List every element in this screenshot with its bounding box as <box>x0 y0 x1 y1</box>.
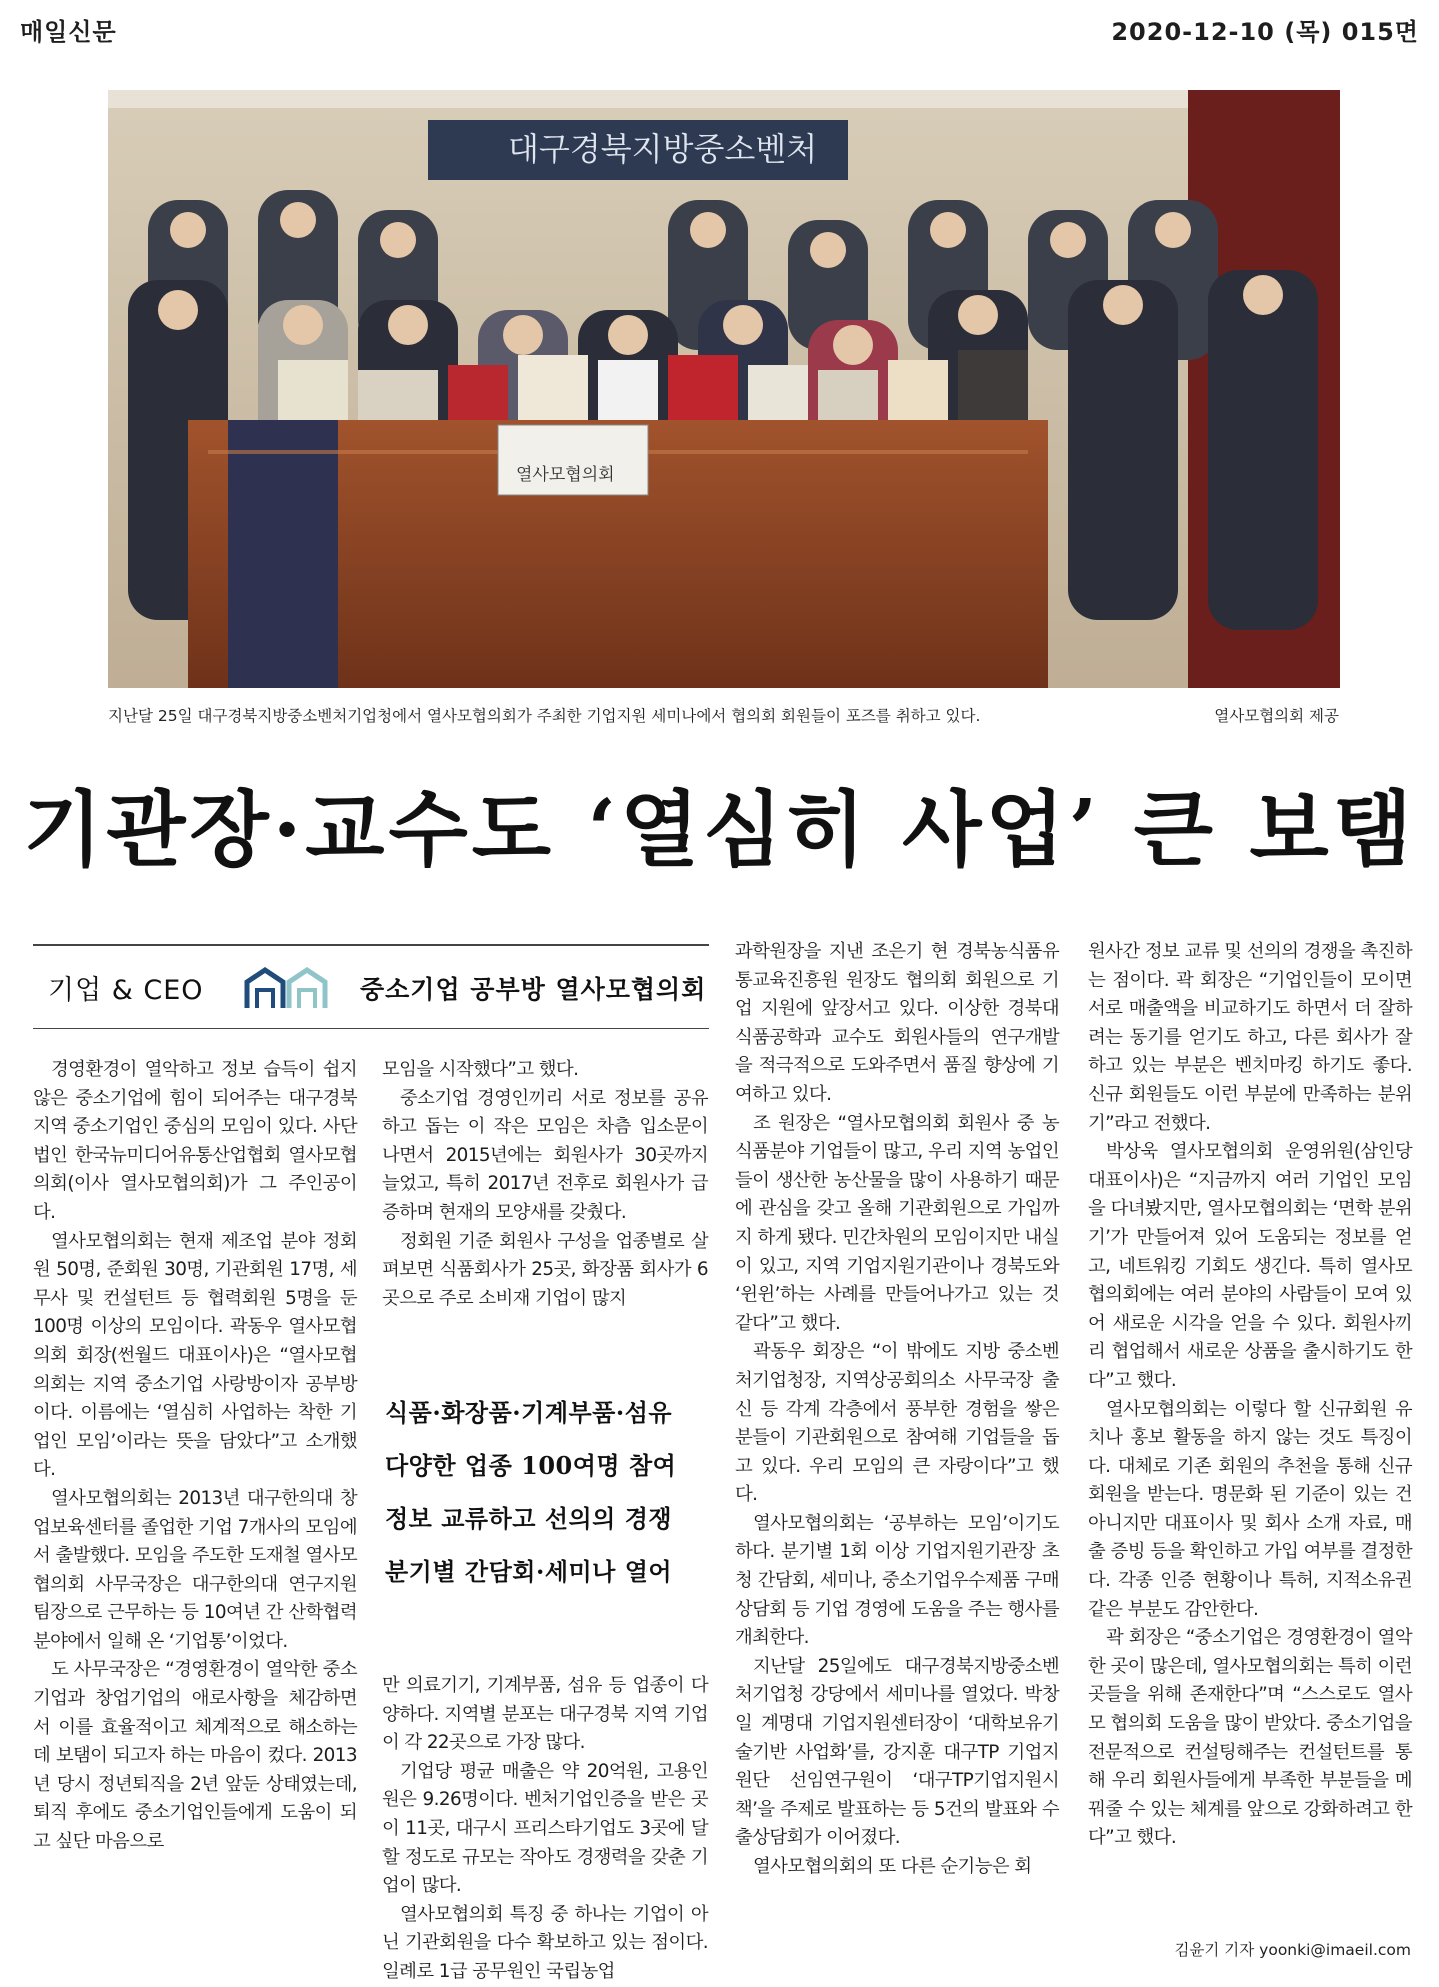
paragraph: 경영환경이 열악하고 정보 습득이 쉽지 않은 중소기업에 힘이 되어주는 대구경북지역 중소기업인 중심의 모임이 있다. 사단법인 한국뉴미디어유통산업협회 열사모협의회(이사 열사모협의회)가 그 주인공이다. <box>33 1059 357 1223</box>
paragraph: 열사모협의회는 현재 제조업 분야 정회원 50명, 준회원 30명, 기관회원 17명, 세무사 및 컨설턴트 등 협력회원 5명을 둔 100명 이상의 모임이다. 곽동우 열사모협의회 회장(썬월드 대표이사)은 “열사모협의회는 지역 중소기업 사랑방이자 공부방이다. 이름에는 ‘열심히 사업하는 착한 기업인 모임’이라는 뜻을 담았다”고 소개했다. <box>33 1230 357 1481</box>
paragraph: 열사모협의회는 ‘공부하는 모임’이기도 하다. 분기별 1회 이상 기업지원기관장 초청 간담회, 세미나, 중소기업우수제품 구매상담회 등 기업 경영에 도움을 주는 행사를 개최한다. <box>735 1512 1059 1649</box>
callout-line: 식품·화장품·기계부품·섬유 <box>385 1398 673 1427</box>
paragraph: 곽 회장은 “중소기업은 경영환경이 열악한 곳이 많은데, 열사모협의회는 특히 이런 곳들을 위해 존재한다”며 “스스로도 열사모 협의회 도움을 많이 받았다. 중소기업을 전문적으로 컨설팅해주는 컨설턴트를 통해 우리 회원사들에게 부족한 부분들을 메꿔줄 수 있는 체계를 앞으로 강화하려고 한다”고 했다. <box>1088 1627 1412 1849</box>
article-column-2-top <box>382 1056 708 1313</box>
article-column-3 <box>735 938 1059 1882</box>
paragraph: 정회원 기준 회원사 구성을 업종별로 살펴보면 식품회사가 25곳, 화장품 회사가 6곳으로 주로 소비재 기업이 많지 <box>382 1230 708 1309</box>
paragraph: 박상욱 열사모협의회 운영위원(삼인당 대표이사)은 “지금까지 여러 기업인 모임을 다녀봤지만, 열사모협의회는 ‘면학 분위기’가 만들어져 있어 도움되는 정보를 얻고, 네트워킹 기회도 생긴다. 특히 열사모협의회에는 여러 분야의 사람들이 모여 있어 새로운 시각을 얻을 수 있다. 회원사끼리 협업해서 새로운 상품을 출시하기도 한다”고 했다. <box>1088 1141 1412 1391</box>
byline: 김윤기 기자 yoonki@imaeil.com <box>1174 1941 1411 1959</box>
paragraph: 도 사무국장은 “경영환경이 열악한 중소기업과 창업기업의 애로사항을 체감하면서 이를 효율적이고 체계적으로 해소하는 데 보탬이 되고자 하는 마음이 컸다. 2013년 당시 정년퇴직을 2년 앞둔 상태였는데, 퇴직 후에도 중소기업인들에게 도움이 되고 싶단 마음으로 <box>33 1659 357 1853</box>
paragraph: 모임을 시작했다”고 했다. <box>382 1059 579 1080</box>
banner-text: 대구경북지방중소벤처 <box>508 130 818 168</box>
photo-credit: 열사모협의회 제공 <box>1214 707 1339 725</box>
paragraph: 열사모협의회는 2013년 대구한의대 창업보육센터를 졸업한 기업 7개사의 모임에서 출발했다. 모임을 주도한 도재철 열사모협의회 사무국장은 대구한의대 연구지원팀장으로 근무하는 등 10여년 간 산학협력 분야에서 일해 온 ‘기업통’이었다. <box>33 1487 357 1652</box>
publication-date: 2020-12-10 (목) 015면 <box>1111 18 1419 46</box>
section-rule-top <box>33 944 709 946</box>
paragraph: 만 의료기기, 기계부품, 섬유 등 업종이 다양하다. 지역별 분포는 대구경북 지역 기업이 각 22곳으로 가장 많다. <box>382 1675 708 1754</box>
section-rule-bottom <box>33 1028 709 1029</box>
paragraph: 열사모협의회는 이렇다 할 신규회원 유치나 홍보 활동을 하지 않는 것도 특징이다. 대체로 기존 회원의 추천을 통해 신규 회원을 받는다. 명문화 된 기준이 있는 건 아니지만 대표이사 및 회사 소개 자료, 매출 증빙 등을 확인하고 가입 여부를 결정한다. 각종 인증 현황이나 특허, 지적소유권 같은 부분도 감안한다. <box>1088 1398 1412 1620</box>
callout-line: 정보 교류하고 선의의 경쟁 <box>385 1504 673 1533</box>
article-column-2-bottom <box>382 1672 708 1987</box>
headline: 기관장·교수도 ‘열심히 사업’ 큰 보탬 <box>23 782 1416 878</box>
subhead-callout <box>385 1386 707 1598</box>
section-kicker: 기업 & CEO <box>48 975 204 1006</box>
paragraph: 열사모협의회의 또 다른 순기능은 회 <box>753 1856 1032 1877</box>
paragraph: 지난달 25일에도 대구경북지방중소벤처기업청 강당에서 세미나를 열었다. 박창일 계명대 기업지원센터장이 ‘대학보유기술기반 사업화’를, 강지훈 대구TP 기업지원단 선임연구원이 ‘대구TP기업지원시책’을 주제로 발표하는 등 5건의 발표와 수출상담회가 이어졌다. <box>735 1655 1059 1849</box>
paragraph: 중소기업 경영인끼리 서로 정보를 공유하고 돕는 이 작은 모임은 차츰 입소문이 나면서 2015년에는 회원사가 30곳까지 늘었고, 특히 2017년 전후로 회원사가 급증하며 현재의 모양새를 갖췄다. <box>382 1087 708 1223</box>
paragraph: 열사모협의회 특징 중 하나는 기업이 아닌 기관회원을 다수 확보하고 있는 점이다. 일례로 1급 공무원인 국립농업 <box>382 1903 708 1982</box>
group-photo <box>108 90 1340 688</box>
buildings-icon <box>243 962 333 1010</box>
photo-caption: 지난달 25일 대구경북지방중소벤처기업청에서 열사모협의회가 주최한 기업지원 세미나에서 협의회 회원들이 포즈를 취하고 있다. <box>108 707 981 725</box>
callout-line: 다양한 업종 100여명 참여 <box>385 1451 677 1480</box>
paragraph: 곽동우 회장은 “이 밖에도 지방 중소벤처기업청장, 지역상공회의소 사무국장 출신 등 각계 각층에서 풍부한 경험을 쌓은 분들이 기관회원으로 참여해 기업들을 돕고 있다. 우리 모임의 큰 자랑이다”고 했다. <box>735 1341 1059 1506</box>
callout-line: 분기별 간담회·세미나 열어 <box>385 1557 673 1586</box>
paragraph: 기업당 평균 매출은 약 20억원, 고용인원은 9.26명이다. 벤처기업인증을 받은 곳이 11곳, 대구시 프리스타기업도 3곳에 달할 정도로 규모는 작아도 경쟁력을 갖춘 기업이 많다. <box>382 1760 708 1897</box>
masthead: 매일신문 <box>20 18 117 46</box>
paragraph: 조 원장은 “열사모협의회 회원사 중 농식품분야 기업들이 많고, 우리 지역 농업인들이 생산한 농산물을 많이 사용하기 때문에 관심을 갖고 올해 기관회원으로 가입까지 하게 됐다. 민간차원의 모임이지만 내실이 있고, 지역 기업지원기관이나 경북도와 ‘윈윈’하는 사례를 만들어나가고 있는 것 같다”고 했다. <box>735 1112 1059 1334</box>
article-column-4 <box>1088 938 1412 1853</box>
desk-sign-text: 열사모협의회 <box>516 465 615 485</box>
series-title: 중소기업 공부방 열사모협의회 <box>360 975 707 1004</box>
paragraph: 원사간 정보 교류 및 선의의 경쟁을 촉진하는 점이다. 곽 회장은 “기업인들이 모이면 서로 매출액을 비교하기도 하면서 더 잘하려는 동기를 얻기도 하고, 다른 회사가 잘 하고 있는 부분은 벤치마킹 하기도 좋다. 신규 회원들도 이런 부분에 만족하는 분위기”라고 전했다. <box>1088 941 1412 1134</box>
paragraph: 과학원장을 지낸 조은기 현 경북농식품유통교육진흥원 원장도 협의회 회원으로 기업 지원에 앞장서고 있다. 이상한 경북대 식품공학과 교수도 회원사들의 연구개발을 적극적으로 도와주면서 품질 향상에 기여하고 있다. <box>735 941 1059 1105</box>
article-column-1 <box>33 1056 357 1857</box>
